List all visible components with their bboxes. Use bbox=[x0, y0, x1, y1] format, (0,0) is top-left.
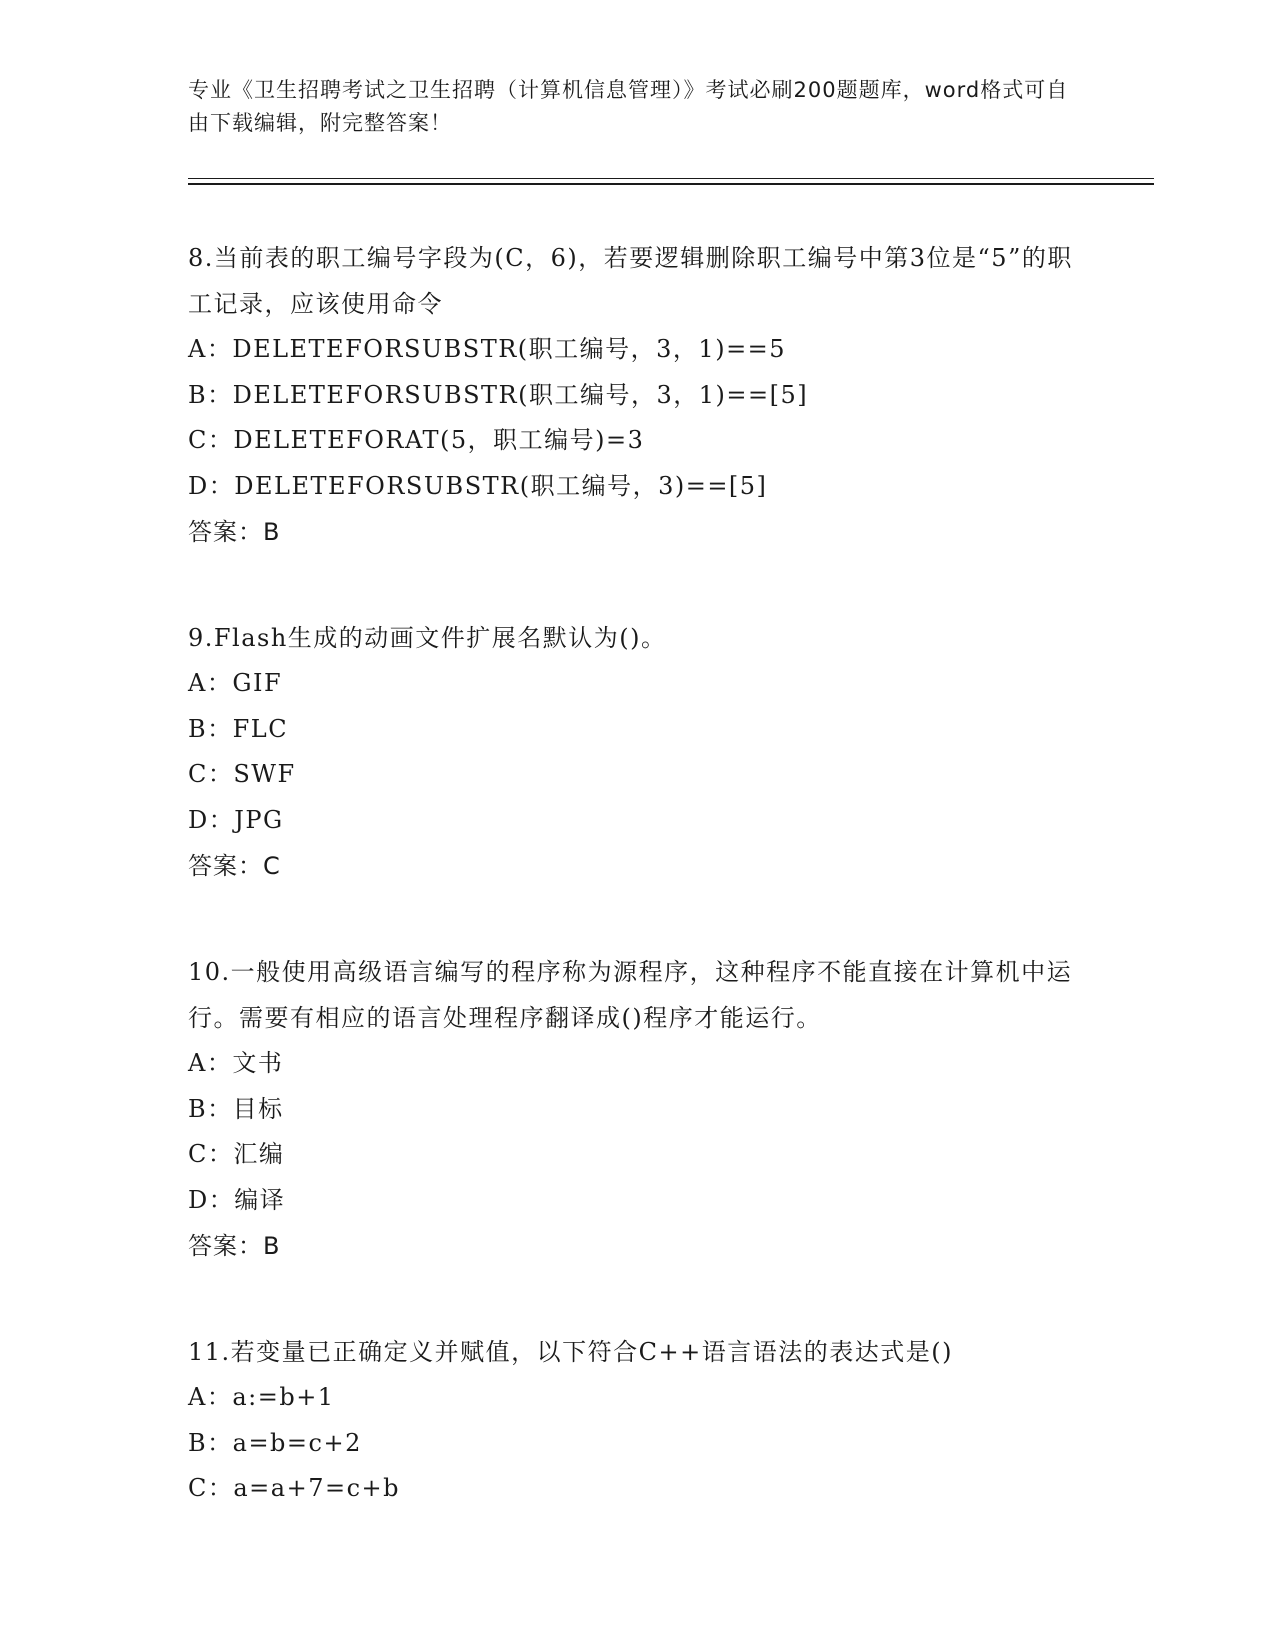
option-c: C：DELETEFORAT(5，职工编号)=3 bbox=[188, 426, 645, 454]
header-divider-thin bbox=[188, 178, 1154, 179]
answer-line: 答案：B bbox=[188, 518, 281, 546]
question-list bbox=[188, 235, 1088, 1512]
question-spacer bbox=[188, 555, 1088, 615]
option-a: A：GIF bbox=[188, 669, 283, 697]
answer-line: 答案：C bbox=[188, 852, 281, 880]
document-header: 专业《卫生招聘考试之卫生招聘（计算机信息管理）》考试必刷200题题库，word格式可自由下载编辑，附完整答案！ bbox=[188, 78, 1069, 135]
header-divider-thick bbox=[188, 183, 1154, 185]
option-a: A：DELETEFORSUBSTR(职工编号，3，1)==5 bbox=[188, 335, 787, 363]
option-a: A：a:=b+1 bbox=[188, 1383, 335, 1411]
question-8 bbox=[188, 235, 1088, 555]
option-c: C：SWF bbox=[188, 760, 296, 788]
option-b: B：目标 bbox=[188, 1094, 284, 1123]
option-d: D：DELETEFORSUBSTR(职工编号，3)==[5] bbox=[188, 471, 768, 500]
option-d: D：编译 bbox=[188, 1185, 286, 1214]
question-spacer bbox=[188, 889, 1088, 949]
option-a: A：文书 bbox=[188, 1049, 284, 1077]
question-text: 10.一般使用高级语言编写的程序称为源程序，这种程序不能直接在计算机中运行。需要有相应的语言处理程序翻译成()程序才能运行。 bbox=[188, 958, 1073, 1032]
question-text: 8.当前表的职工编号字段为(C，6)，若要逻辑删除职工编号中第3位是“5”的职工记录，应该使用命令 bbox=[188, 244, 1073, 318]
question-text: 9.Flash生成的动画文件扩展名默认为()。 bbox=[188, 624, 667, 652]
option-d: D：JPG bbox=[188, 805, 284, 834]
question-11 bbox=[188, 1329, 1088, 1512]
option-b: B：FLC bbox=[188, 714, 289, 743]
question-text: 11.若变量已正确定义并赋值，以下符合C++语言语法的表达式是() bbox=[188, 1338, 953, 1366]
option-b: B：DELETEFORSUBSTR(职工编号，3，1)==[5] bbox=[188, 380, 809, 409]
question-10 bbox=[188, 949, 1088, 1269]
question-9 bbox=[188, 615, 1088, 889]
option-c: C：汇编 bbox=[188, 1140, 285, 1168]
option-b: B：a=b=c+2 bbox=[188, 1428, 362, 1457]
option-c: C：a=a+7=c+b bbox=[188, 1474, 400, 1502]
answer-line: 答案：B bbox=[188, 1232, 281, 1260]
question-spacer bbox=[188, 1269, 1088, 1329]
